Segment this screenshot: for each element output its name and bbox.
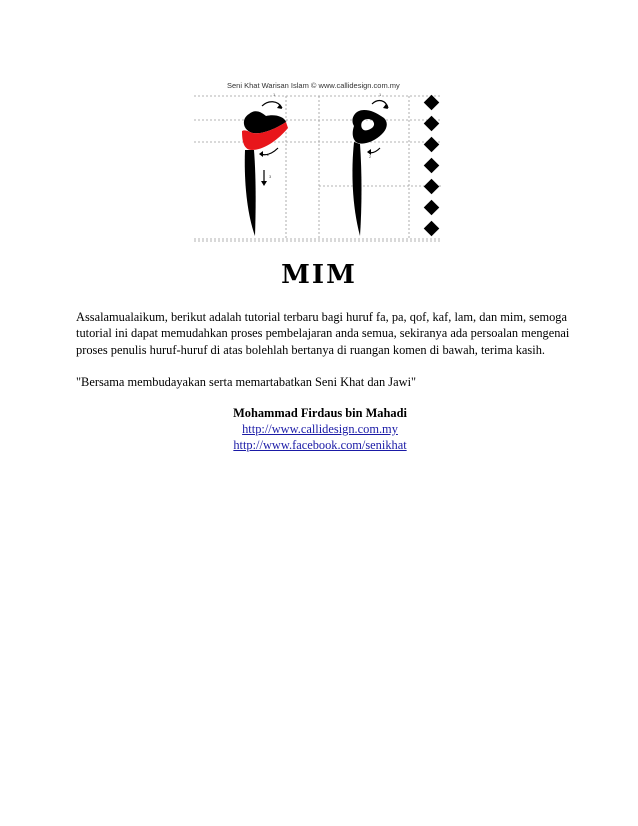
figure-credit: Seni Khat Warisan Islam © www.callidesign.com.my <box>227 81 400 90</box>
website-link[interactable]: http://www.callidesign.com.my <box>242 422 398 436</box>
mim-step-right <box>352 92 388 236</box>
step-number: 2 <box>369 154 372 159</box>
guide-lines <box>194 96 442 241</box>
step-number: 1 <box>379 92 382 97</box>
body-text <box>76 309 576 390</box>
quote-line: "Bersama membudayakan serta memartabatkan Seni Khat dan Jawi" <box>76 374 417 389</box>
author-name: Mohammad Firdaus bin Mahadi <box>233 406 407 420</box>
mim-completed-head <box>352 110 386 144</box>
step-number: 3 <box>269 174 272 179</box>
mim-completed-tail <box>352 142 361 236</box>
facebook-link[interactable]: http://www.facebook.com/senikhat <box>233 438 407 452</box>
dot-measure-column <box>424 95 440 237</box>
mim-tutorial-figure <box>194 76 444 298</box>
signature-block <box>220 405 420 453</box>
mim-tail-stroke <box>245 150 256 236</box>
intro-paragraph: Assalamualaikum, berikut adalah tutorial terbaru bagi huruf fa, pa, qof, kaf, lam, dan mim, semoga tutorial ini dapat memudahkan proses pembelajaran anda semua, sekiranya ada persoalan mengenai proses penulis huruf-huruf di atas bolehlah bertanya di ruangan komen di bawah, terima kasih. <box>76 310 570 357</box>
figure-title: MIM <box>281 260 357 290</box>
mim-step-left <box>242 92 288 236</box>
step-number: 2 <box>267 152 270 157</box>
step-number: 1 <box>273 92 276 97</box>
